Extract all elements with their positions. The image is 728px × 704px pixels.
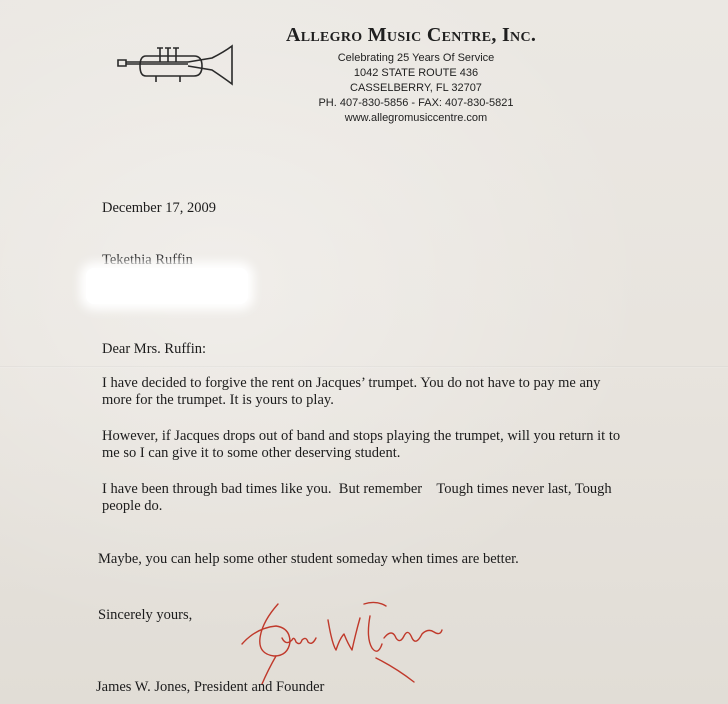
- paragraph-4: Maybe, you can help some other student someday when times are better.: [98, 551, 519, 567]
- letterhead: [246, 24, 586, 126]
- website: www.allegromusiccentre.com: [344, 112, 488, 124]
- paragraph-2-line-1: However, if Jacques drops out of band and stops playing the trumpet, will you return it to: [102, 428, 621, 444]
- city-state-zip: CASSELBERRY, FL 32707: [350, 82, 482, 94]
- letter-date: December 17, 2009: [102, 200, 216, 216]
- salutation: Dear Mrs. Ruffin:: [102, 341, 207, 357]
- paragraph-2-line-2: me so I can give it to some other deserving student.: [102, 445, 401, 461]
- handwritten-signature: [236, 598, 446, 688]
- paragraph-1-line-1: I have decided to forgive the rent on Jacques’ trumpet. You do not have to pay me any: [102, 375, 601, 391]
- paragraph-3-line-2: people do.: [102, 498, 163, 514]
- company-name: Allegro Music Centre, Inc.: [286, 24, 537, 46]
- closing: Sincerely yours,: [98, 607, 193, 623]
- paragraph-3-line-1: I have been through bad times like you. But remember Tough times never last, Tough: [102, 481, 612, 497]
- recipient-name: Tekethia Ruffin: [102, 252, 193, 268]
- paper-fold-line: [0, 366, 728, 368]
- signer-name: James W. Jones, President and Founder: [96, 679, 325, 695]
- trumpet-icon: [116, 40, 236, 86]
- paragraph-1-line-2: more for the trumpet. It is yours to play.: [102, 392, 334, 408]
- redacted-address: [86, 268, 248, 304]
- tagline: Celebrating 25 Years Of Service: [337, 52, 495, 64]
- street-address: 1042 STATE ROUTE 436: [353, 67, 479, 79]
- phone-fax: PH. 407-830-5856 - FAX: 407-830-5821: [318, 97, 514, 109]
